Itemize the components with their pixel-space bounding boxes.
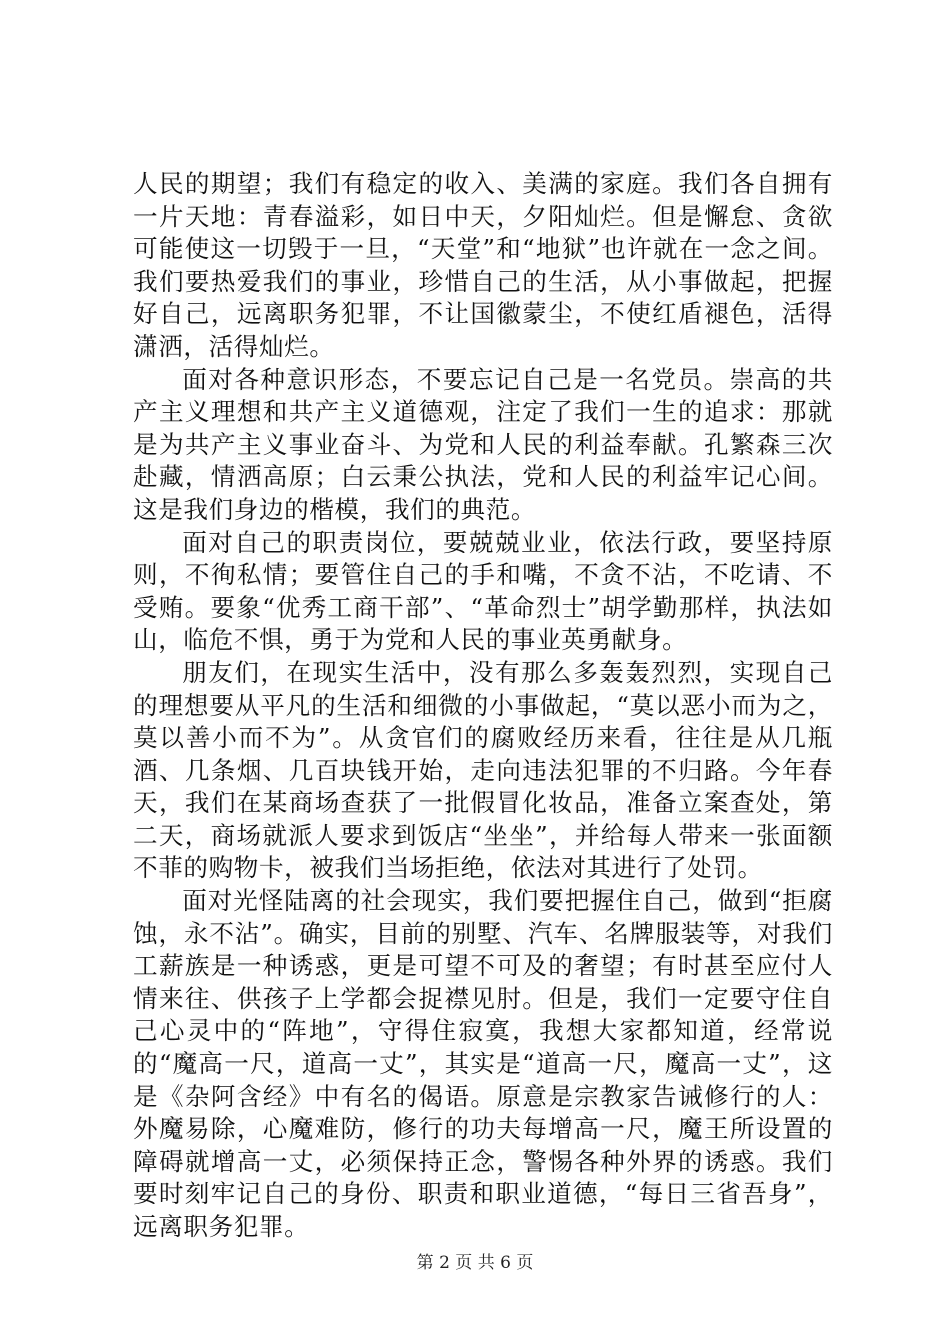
paragraph-friends: 朋友们，在现实生活中，没有那么多轰轰烈烈，实现自己的理想要从平凡的生活和细微的小事做起，“莫以恶小而为之，莫以善小而不为”。从贪官们的腐败经历来看，往往是从几瓶酒、几条烟、几百块钱开始，走向违法犯罪的不归路。今年春天，我们在某商场查获了一批假冒化妆品，准备立案查处，第二天，商场就派人要求到饭店“坐坐”，并给每人带来一张面额不菲的购物卡，被我们当场拒绝，依法对其进行了处罚。 bbox=[133, 657, 833, 883]
paragraph-duty: 面对自己的职责岗位，要兢兢业业，依法行政，要坚持原则，不徇私情；要管住自己的手和嘴，不贪不沾，不吃请、不受贿。要象“优秀工商干部”、“革命烈士”胡学勤那样，执法如山，临危不惧，勇于为党和人民的事业英勇献身。 bbox=[133, 527, 833, 655]
paragraph-continuation: 人民的期望；我们有稳定的收入、美满的家庭。我们各自拥有一片天地：青春溢彩，如日中天，夕阳灿烂。但是懈怠、贪欲可能使这一切毁于一旦，“天堂”和“地狱”也许就在一念之间。我们要热爱我们的事业，珍惜自己的生活，从小事做起，把握好自己，远离职务犯罪，不让国徽蒙尘，不使红盾褪色，活得潇洒，活得灿烂。 bbox=[133, 169, 833, 361]
paragraph-ideology: 面对各种意识形态，不要忘记自己是一名党员。崇高的共产主义理想和共产主义道德观，注定了我们一生的追求：那就是为共产主义事业奋斗、为党和人民的利益奉献。孔繁森三次赴藏，情洒高原；白云秉公执法，党和人民的利益牢记心间。这是我们身边的楷模，我们的典范。 bbox=[133, 364, 833, 524]
paragraph-reality: 面对光怪陆离的社会现实，我们要把握住自己，做到“拒腐蚀，永不沾”。确实，目前的别墅、汽车、名牌服装等，对我们工薪族是一种诱惑，更是可望不可及的奢望；有时甚至应付人情来往、供孩子上学都会捉襟见肘。但是，我们一定要守住自己心灵中的“阵地”，守得住寂寞，我想大家都知道，经常说的“魔高一尺，道高一丈”，其实是“道高一尺，魔高一丈”，这是《杂阿含经》中有名的偈语。原意是宗教家告诫修行的人：外魔易除，心魔难防，修行的功夫每增高一尺，魔王所设置的障碍就增高一丈，必须保持正念，警惕各种外界的诱惑。我们要时刻牢记自己的身份、职责和职业道德，“每日三省吾身”，远离职务犯罪。 bbox=[133, 886, 833, 1241]
page-number-footer: 第 2 页 共 6 页 bbox=[416, 1253, 534, 1273]
body-text bbox=[133, 168, 833, 1244]
